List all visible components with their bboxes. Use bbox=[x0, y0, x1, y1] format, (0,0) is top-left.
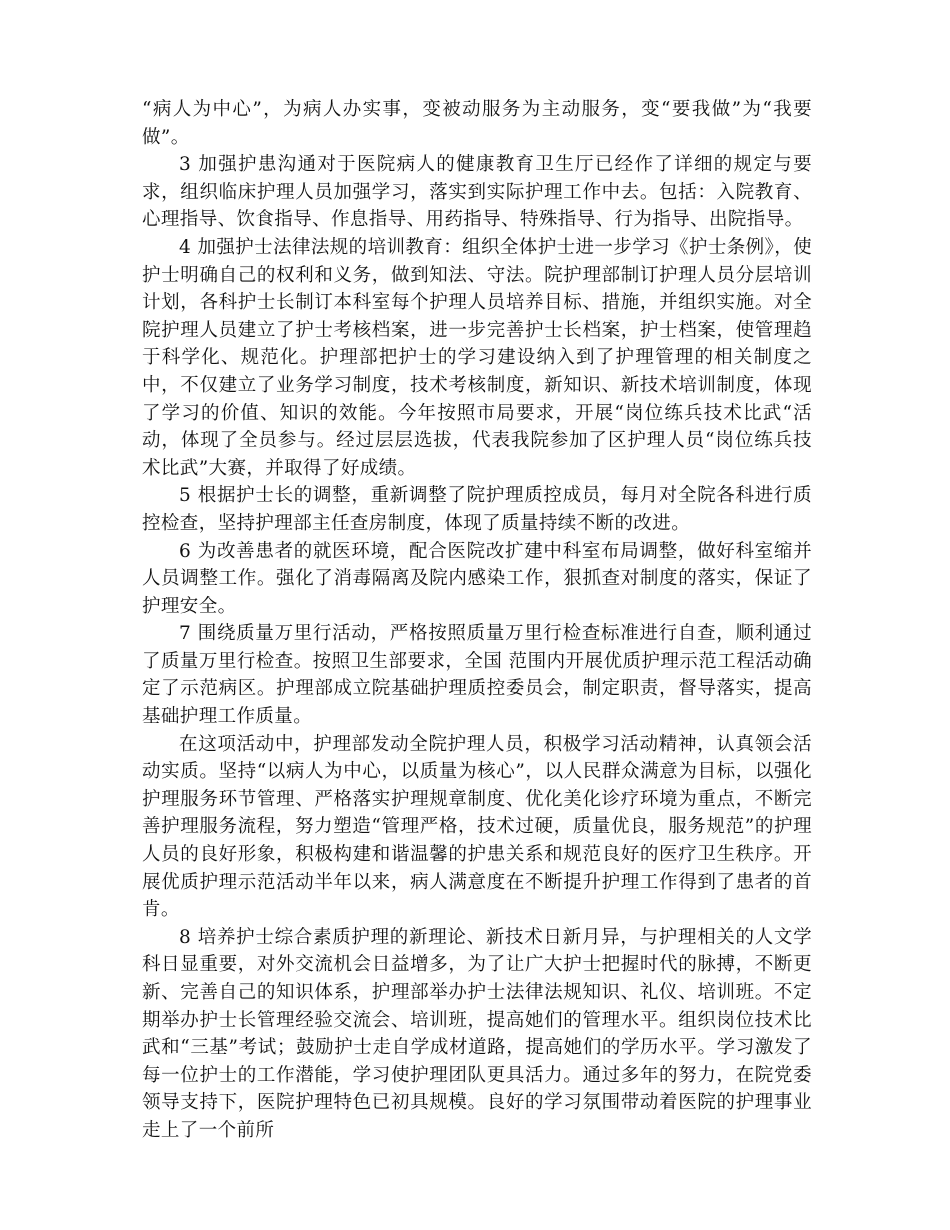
paragraph-item-4: 4 加强护士法律法规的培训教育：组织全体护士进一步学习《护士条例》，使护士明确自己的权利和义务，做到知法、守法。院护理部制订护理人员分层培训计划，各科护士长制订本科室每个护理人员培养目标、措施，并组织实施。对全院护理人员建立了护士考核档案，进一步完善护士长档案，护士档案，使管理趋于科学化、规范化。护理部把护士的学习建设纳入到了护理管理的相关制度之中，不仅建立了业务学习制度，技术考核制度，新知识、新技术培训制度，体现了学习的价值、知识的效能。今年按照市局要求，开展“岗位练兵技术比武“活动，体现了全员参与。经过层层选拔，代表我院参加了区护理人员“岗位练兵技术比武”大赛，并取得了好成绩。 bbox=[142, 236, 812, 479]
paragraph-item-6: 6 为改善患者的就医环境，配合医院改扩建中科室布局调整，做好科室缩并人员调整工作。强化了消毒隔离及院内感染工作，狠抓查对制度的落实，保证了护理安全。 bbox=[142, 540, 812, 617]
paragraph-item-7: 7 围绕质量万里行活动，严格按照质量万里行检查标准进行自查，顺利通过了质量万里行检查。按照卫生部要求，全国 范围内开展优质护理示范工程活动确定了示范病区。护理部成立院基础护理质控委员会，制定职责，督导落实，提高基础护理工作质量。 bbox=[142, 623, 812, 728]
paragraph-continuation: “病人为中心”，为病人办实事，变被动服务为主动服务，变“要我做”为“我要做”。 bbox=[142, 99, 812, 148]
document-body bbox=[142, 96, 812, 1145]
paragraph-item-5: 5 根据护士长的调整，重新调整了院护理质控成员，每月对全院各科进行质控检查，坚持护理部主任查房制度，体现了质量持续不断的改进。 bbox=[142, 485, 812, 534]
paragraph-activity: 在这项活动中，护理部发动全院护理人员，积极学习活动精神，认真领会活动实质。坚持“以病人为中心，以质量为核心”，以人民群众满意为目标，以强化护理服务环节管理、严格落实护理规章制度、优化美化诊疗环境为重点，不断完善护理服务流程，努力塑造“管理严格，技术过硬，质量优良，服务规范”的护理人员的良好形象，积极构建和谐温馨的护患关系和规范良好的医疗卫生秩序。开展优质护理示范活动半年以来，病人满意度在不断提升护理工作得到了患者的首肯。 bbox=[142, 733, 812, 921]
paragraph-item-3: 3 加强护患沟通对于医院病人的健康教育卫生厅已经作了详细的规定与要求，组织临床护理人员加强学习，落实到实际护理工作中去。包括：入院教育、心理指导、饮食指导、作息指导、用药指导、特殊指导、行为指导、出院指导。 bbox=[142, 154, 812, 231]
paragraph-item-8: 8 培养护士综合素质护理的新理论、新技术日新月异，与护理相关的人文学科日显重要，对外交流机会日益增多，为了让广大护士把握时代的脉搏，不断更新、完善自己的知识体系，护理部举办护士法律法规知识、礼仪、培训班。不定期举办护士长管理经验交流会、培训班，提高她们的管理水平。组织岗位技术比武和“三基”考试；鼓励护士走自学成材道路，提高她们的学历水平。学习激发了每一位护士的工作潜能，学习使护理团队更具活力。通过多年的努力，在院党委领导支持下，医院护理特色已初具规模。良好的学习氛围带动着医院的护理事业走上了一个前所 bbox=[142, 926, 812, 1141]
